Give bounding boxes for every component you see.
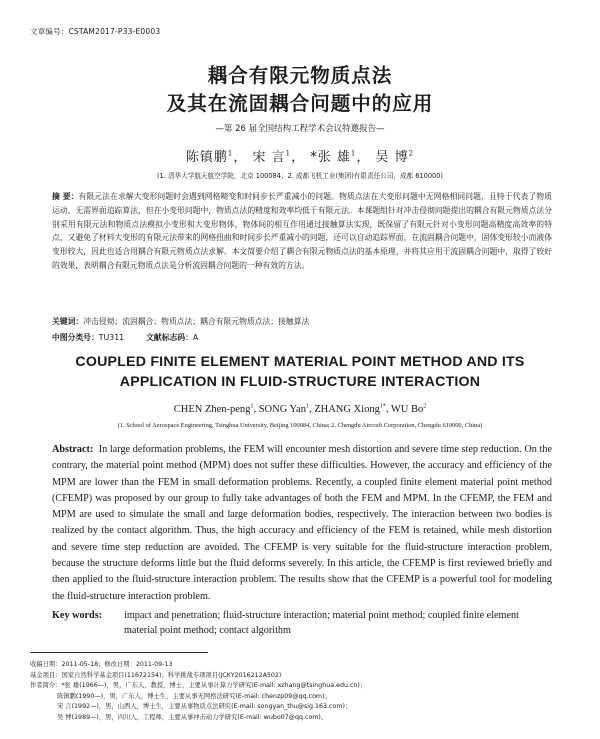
chinese-author: 陈镇鹏$^1$ xyxy=(185,149,234,165)
chinese-author-list: 陈镇鹏$^1$， 宋 言$^1$， *张 雄$^1$， 吴 博$^2$ xyxy=(185,149,415,165)
english-author: ZHANG Xiong$^{1*}$ xyxy=(314,403,386,415)
footnote-author-bio: 陈镇鹏(1990—)，男，广东人，博士生，主要从事无网格法研究(E-mail: chenzp09@qq.com)； xyxy=(57,692,331,700)
english-title-line-1: COUPLED FINITE ELEMENT MATERIAL POINT METHOD AND ITS xyxy=(75,354,525,370)
footnote-author-bio: 作者简介：*张 雄(1966—)，男，广东人，教授，博士，主要从事计算力学研究(E-mail: xzhang@tsinghua.edu.cn)； xyxy=(30,682,367,689)
document-code-value: A xyxy=(192,333,199,342)
chinese-keywords-text: 冲击侵彻；流固耦合；物质点法；耦合有限元物质点法；接触算法 xyxy=(83,317,310,326)
article-id: 文章编号：CSTAM2017-P33-E0003 xyxy=(30,27,161,36)
english-author: WU Bo$^2$ xyxy=(390,403,427,415)
footnote-divider xyxy=(30,652,208,653)
clc-value: TU311 xyxy=(98,333,125,342)
footnote-received: 收稿日期：2011-05-18；修改日期：2011-09-13 xyxy=(30,661,173,668)
chinese-abstract-label: 摘 要： xyxy=(52,192,79,201)
chinese-title-line-2: 及其在流固耦合问题中的应用 xyxy=(166,92,434,115)
english-author: CHEN Zhen-peng$^1$ xyxy=(173,403,254,415)
english-author: SONG Yan$^1$ xyxy=(258,403,309,415)
chinese-author: 宋 言$^1$ xyxy=(252,149,292,165)
chinese-subtitle: —第 26 届全国结构工程学术会议特邀报告— xyxy=(215,124,385,134)
chinese-author: *张 雄$^1$ xyxy=(310,149,357,165)
chinese-abstract xyxy=(52,190,552,273)
clc-label: 中图分类号： xyxy=(52,333,99,342)
chinese-author: 吴 博$^2$ xyxy=(375,149,415,165)
chinese-affiliation: (1. 清华大学航天航空学院，北京 100084；2. 成都飞机工业(集团)有限责任公司，成都 610000) xyxy=(156,172,443,180)
english-affiliation: (1. School of Aerospace Engineering, Tsinghua University, Beijing 100084, China; 2. Chengdu Aircraft Corporation, Chengdu 610000, China) xyxy=(117,422,483,429)
english-title-line-2: APPLICATION IN FLUID-STRUCTURE INTERACTION xyxy=(119,374,481,390)
english-abstract xyxy=(52,442,552,605)
footnote-author-bio: 宋 言(1992—)，男，山西人，博士生，主要从事物质点法研究(E-mail: songyan_thu@sig.163.com)； xyxy=(57,703,352,710)
english-keywords-text: impact and penetration; fluid-structure interaction; material point method; coupled finite element material point method; contact algorithm xyxy=(124,610,519,636)
english-abstract-text: In large deformation problems, the FEM will encounter mesh distortion and severe time step reduction. On the contrary, the material point method (MPM) does not suffer these difficulties. However, the accuracy and efficiency of the MPM are lower than the FEM in small deformation problems. Recently, a coupled finite element material point method (CFEMP) was proposed by our group to fully take advantages of both the FEM and MPM. In the CFEMP, the FEM and MPM are used to simulate the small and large deformation bodies, respectively. The interaction between two bodies is realized by the contact algorithm. Thus, the high accuracy and efficiency of the FEM is retained, while mesh distortion and severe time step reduction are avoided. The CFEMP is very suitable for the fluid-structure interaction problem, because the structure deforms little but the fluid deforms severely. In this article, the CFEMP is first reviewed briefly and then applied to the fluid-structure interaction problem. The results show that the CFEMP is a powerful tool for modeling the fluid-structure interaction problem. xyxy=(52,444,552,602)
english-abstract-label: Abstract: xyxy=(52,444,94,455)
chinese-title-line-1: 耦合有限元物质点法 xyxy=(207,64,393,87)
document-code-label: 文献标志码： xyxy=(146,333,193,342)
chinese-keywords xyxy=(52,316,552,327)
english-keywords-label: Key words: xyxy=(52,610,103,621)
english-author-list: CHEN Zhen-peng$^1$, SONG Yan$^1$, ZHANG Xiong$^{1*}$, WU Bo$^2$ xyxy=(173,403,427,415)
chinese-abstract-text: 有限元法在求解大变形问题时会遇到网格畸变和时间步长严重减小的问题。物质点法在大变形问题中无网格相同问题，且特于代表了物质运动、无需界面追踪算法，但在小变形问题中，物质点法的精度和效率均低于有限元法。本课题组针对冲击侵彻问题提出的耦合有限元物质点法分别采用有限元法和物质点法模拟小变形和大变形物体，物体间的相互作用通过接触算法实现，既保留了有限元针对小变形问题高精度高效率的特点，又避免了材料大变形的有限元法带来的网格扭曲和时间步长严重减小的问题，还可以自动追踪界面，在流固耦合问题中，固体变形较小而液体变形较大，因此也适合用耦合有限元物质点法求解。本文简要介绍了耦合有限元物质点法的基本原理，并将其应用于流固耦合问题中，取得了较好的效果，表明耦合有限元物质点法是分析流固耦合问题的一种有效的方法。 xyxy=(52,192,552,270)
english-keywords xyxy=(52,608,552,638)
classification-line xyxy=(52,332,552,343)
chinese-keywords-label: 关键词： xyxy=(52,317,84,326)
footnote-author-bio: 吴 博(1989—)，男，四川人，工程师，主要从事冲击动力学研究(E-mail: wubo07@qq.com)。 xyxy=(57,713,328,721)
footnotes xyxy=(30,660,575,723)
footnote-funding: 基金项目：国家自然科学基金项目(11672154)；科学挑战专项项目(JCKY2016212A502) xyxy=(30,671,282,679)
